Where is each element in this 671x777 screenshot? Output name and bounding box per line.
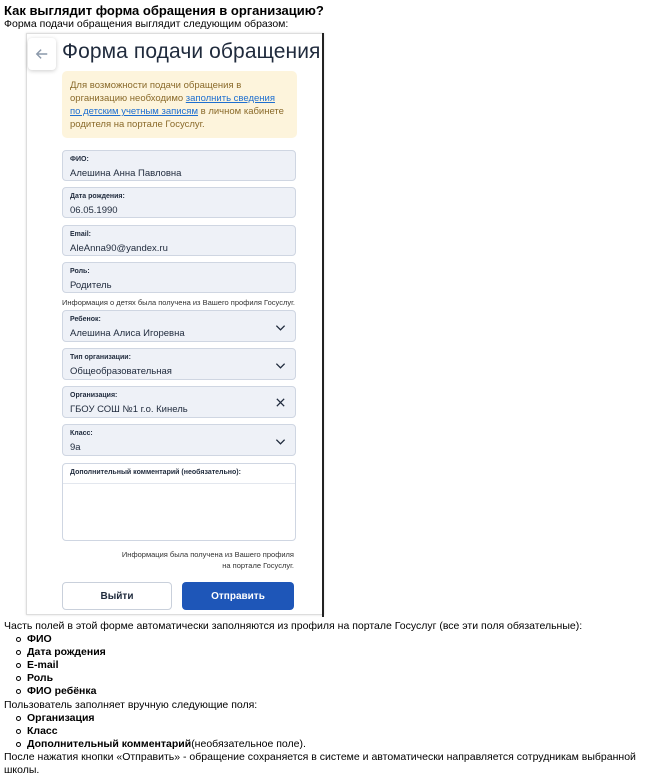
field-label: ФИО:	[70, 156, 89, 163]
children-info-text: Информация о детях была получена из Вашего профиля Госуслуг.	[62, 298, 295, 307]
field-label: Ребенок:	[70, 316, 101, 323]
doc-title: Как выглядит форма обращения в организацию?	[4, 3, 324, 18]
org-type-select[interactable]	[62, 348, 296, 380]
list-item: Дата рождения	[16, 646, 106, 659]
field-label: Роль:	[70, 268, 90, 275]
list-item: Класс	[16, 725, 306, 738]
field-value: Алешина Алиса Игоревна	[70, 328, 185, 339]
manual-list	[16, 712, 306, 751]
field-label: Дата рождения:	[70, 193, 125, 200]
field-label: Тип организации:	[70, 354, 131, 361]
profile-info-line: на портале Госуслуг.	[222, 561, 294, 570]
optional-note: (необязательное поле).	[191, 738, 306, 750]
back-button[interactable]	[28, 38, 56, 70]
bullet-icon	[16, 663, 21, 668]
organization-select[interactable]	[62, 386, 296, 418]
comment-input-area[interactable]	[63, 483, 295, 540]
field-value: Алешина Анна Павловна	[70, 168, 182, 179]
list-item: Дополнительный комментарий (необязательное поле).	[16, 738, 306, 751]
bullet-icon	[16, 729, 21, 734]
bullet-icon	[16, 650, 21, 655]
arrow-left-icon	[35, 47, 49, 61]
after-send-paragraph: После нажатия кнопки «Отправить» - обращение сохраняется в системе и автоматически направляется сотрудникам выбранной школы.	[4, 751, 636, 776]
field-label: Email:	[70, 231, 92, 238]
notice-text-post: в личном кабинете родителя на портале Госуслуг.	[70, 106, 284, 130]
role-field[interactable]	[62, 262, 296, 293]
chevron-down-icon	[275, 360, 286, 371]
child-select[interactable]	[62, 310, 296, 342]
field-value: 06.05.1990	[70, 205, 118, 216]
notice-box	[62, 71, 297, 138]
screenshot-border	[322, 33, 324, 617]
list-item: ФИО ребёнка	[16, 685, 106, 698]
field-value: AleAnna90@yandex.ru	[70, 243, 168, 254]
notice-link[interactable]: заполнить сведения по детским учетным записям	[70, 93, 275, 117]
send-button[interactable]: Отправить	[182, 582, 294, 610]
notice-text-pre: Для возможности подачи обращения в организацию необходимо	[70, 80, 242, 104]
bullet-icon	[16, 742, 21, 747]
class-select[interactable]	[62, 424, 296, 456]
comment-textarea[interactable]	[62, 463, 296, 541]
bullet-icon	[16, 716, 21, 721]
list-item: Организация	[16, 712, 306, 725]
auto-fill-list	[16, 633, 106, 698]
bullet-icon	[16, 637, 21, 642]
doc-intro: Форма подачи обращения выглядит следующим образом:	[4, 18, 289, 30]
field-label: Класс:	[70, 430, 93, 437]
form-heading: Форма подачи обращения	[62, 40, 321, 63]
list-item: ФИО	[16, 633, 106, 646]
list-item: E-mail	[16, 659, 106, 672]
email-field[interactable]	[62, 225, 296, 256]
field-label: Организация:	[70, 392, 118, 399]
auto-fill-paragraph: Часть полей в этой форме автоматически заполняются из профиля на портале Госуслуг (все эти поля обязательные):	[4, 620, 583, 632]
chevron-down-icon	[275, 436, 286, 447]
fio-field[interactable]	[62, 150, 296, 181]
field-value: 9а	[70, 442, 81, 453]
profile-info-text	[62, 549, 294, 571]
field-value: Родитель	[70, 280, 112, 291]
field-value: ГБОУ СОШ №1 г.о. Кинель	[70, 404, 188, 415]
birthdate-field[interactable]	[62, 187, 296, 218]
exit-button[interactable]: Выйти	[62, 582, 172, 610]
bullet-icon	[16, 689, 21, 694]
bullet-icon	[16, 676, 21, 681]
field-value: Общеобразовательная	[70, 366, 172, 377]
list-item: Роль	[16, 672, 106, 685]
field-label: Дополнительный комментарий (необязательно):	[70, 469, 241, 476]
profile-info-line: Информация была получена из Вашего профиля	[121, 550, 294, 559]
manual-paragraph: Пользователь заполняет вручную следующие поля:	[4, 699, 258, 711]
form-screenshot	[26, 33, 324, 615]
chevron-down-icon	[275, 322, 286, 333]
close-icon[interactable]	[275, 397, 286, 408]
